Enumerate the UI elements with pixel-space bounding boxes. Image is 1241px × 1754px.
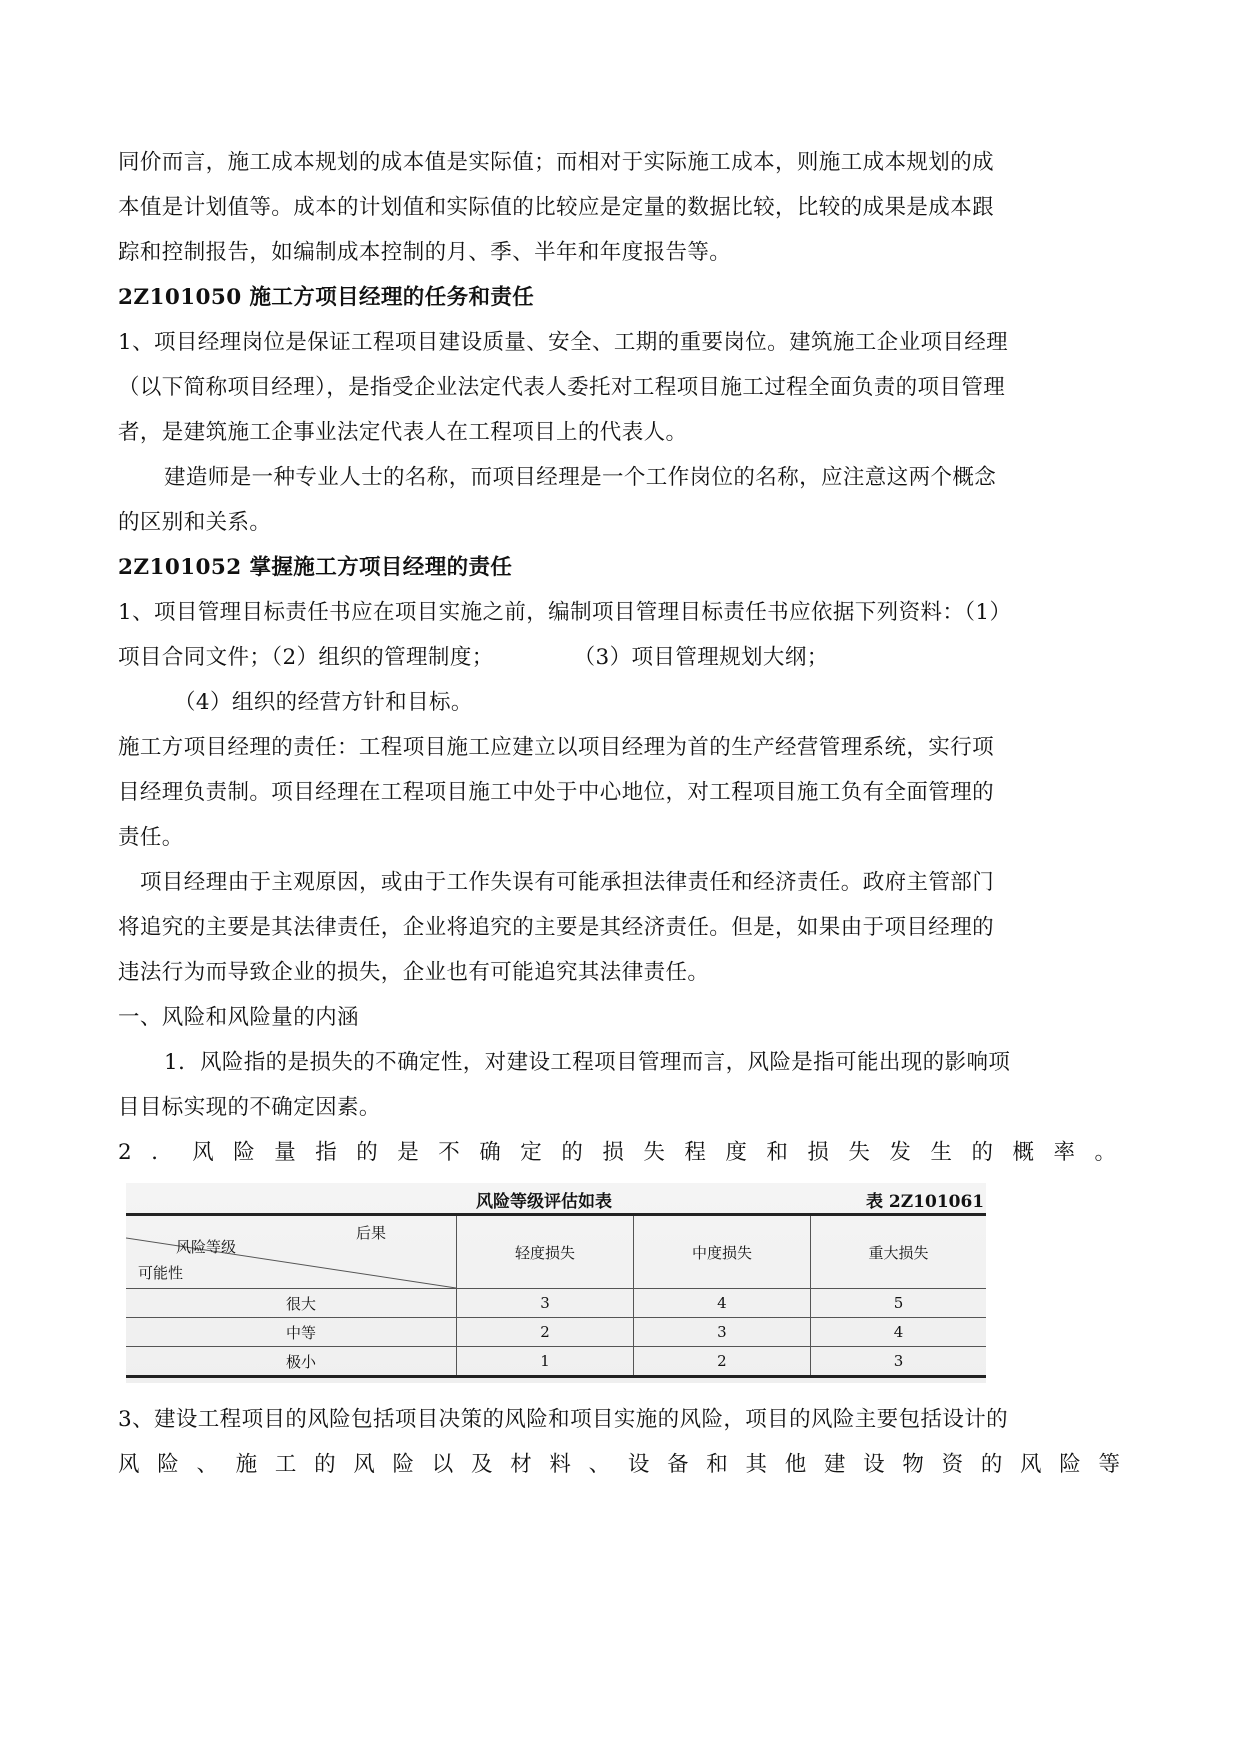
risk-table bbox=[126, 1213, 986, 1378]
list-item: 项目合同文件；（2）组织的管理制度； bbox=[118, 645, 494, 670]
paragraph-line: 的区别和关系。 bbox=[118, 510, 272, 535]
paragraph-line: 者，是建筑施工企事业法定代表人在工程项目上的代表人。 bbox=[118, 420, 688, 445]
corner-label-result: 后果 bbox=[355, 1224, 386, 1242]
row-header: 很大 bbox=[126, 1289, 457, 1318]
paragraph-line: 将追究的主要是其法律责任，企业将追究的主要是其经济责任。但是，如果由于项目经理的 bbox=[118, 915, 995, 940]
paragraph-line: 违法行为而导致企业的损失，企业也有可能追究其法律责任。 bbox=[118, 960, 710, 985]
table-row bbox=[126, 1289, 986, 1318]
paragraph-line: 目经理负责制。项目经理在工程项目施工中处于中心地位，对工程项目施工负有全面管理的 bbox=[118, 780, 995, 805]
paragraph-line: 施工方项目经理的责任：工程项目施工应建立以项目经理为首的生产经营管理系统，实行项 bbox=[118, 735, 995, 760]
table-cell: 2 bbox=[633, 1347, 810, 1377]
paragraph-line: 风险、施工的风险以及材料、设备和其他建设物资的风险等 bbox=[118, 1452, 1130, 1477]
corner-label-level: 风险等级 bbox=[176, 1238, 237, 1256]
table-cell: 3 bbox=[457, 1289, 634, 1318]
paragraph-line: 踪和控制报告，如编制成本控制的月、季、半年和年度报告等。 bbox=[118, 240, 732, 265]
table-header-row bbox=[126, 1215, 986, 1289]
table-cell: 3 bbox=[810, 1347, 986, 1377]
paragraph-line: 1、项目管理目标责任书应在项目实施之前，编制项目管理目标责任书应依据下列资料：（1） bbox=[118, 600, 1012, 625]
table-cell: 4 bbox=[810, 1318, 986, 1347]
list-item: （4）组织的经营方针和目标。 bbox=[174, 690, 473, 715]
table-cell: 1 bbox=[457, 1347, 634, 1377]
column-header: 重大损失 bbox=[810, 1215, 986, 1289]
paragraph-line: 项目经理由于主观原因，或由于工作失误有可能承担法律责任和经济责任。政府主管部门 bbox=[140, 870, 995, 895]
table-cell: 5 bbox=[810, 1289, 986, 1318]
risk-table-image bbox=[126, 1183, 986, 1383]
table-number: 表 2Z101061 bbox=[866, 1192, 985, 1212]
paragraph-line: 目目标实现的不确定因素。 bbox=[118, 1095, 381, 1120]
paragraph-line: 建造师是一种专业人士的名称，而项目经理是一个工作岗位的名称，应注意这两个概念 bbox=[164, 465, 997, 490]
paragraph-line: （以下简称项目经理），是指受企业法定代表人委托对工程项目施工过程全面负责的项目管理 bbox=[118, 375, 1006, 400]
paragraph-line: 本值是计划值等。成本的计划值和实际值的比较应是定量的数据比较，比较的成果是成本跟 bbox=[118, 195, 995, 220]
list-item: （3）项目管理规划大纲； bbox=[573, 645, 829, 670]
paragraph-line: 1、项目经理岗位是保证工程项目建设质量、安全、工期的重要岗位。建筑施工企业项目经理 bbox=[118, 330, 1009, 355]
paragraph-line bbox=[118, 635, 1130, 680]
paragraph-line: 1．风险指的是损失的不确定性，对建设工程项目管理而言，风险是指可能出现的影响项 bbox=[164, 1050, 1011, 1075]
document-page bbox=[118, 140, 1130, 1487]
row-header: 中等 bbox=[126, 1318, 457, 1347]
table-cell: 4 bbox=[633, 1289, 810, 1318]
table-cell: 3 bbox=[633, 1318, 810, 1347]
paragraph-line: 3、建设工程项目的风险包括项目决策的风险和项目实施的风险，项目的风险主要包括设计的 bbox=[118, 1407, 1009, 1432]
row-header: 极小 bbox=[126, 1347, 457, 1377]
paragraph-line: 同价而言，施工成本规划的成本值是实际值；而相对于实际施工成本，则施工成本规划的成 bbox=[118, 150, 995, 175]
section-heading: 2Z101050 施工方项目经理的任务和责任 bbox=[118, 285, 535, 310]
column-header: 轻度损失 bbox=[457, 1215, 634, 1289]
table-row bbox=[126, 1318, 986, 1347]
paragraph-line: 责任。 bbox=[118, 825, 184, 850]
table-row bbox=[126, 1347, 986, 1377]
section-heading: 2Z101052 掌握施工方项目经理的责任 bbox=[118, 555, 513, 580]
corner-label-possibility: 可能性 bbox=[138, 1264, 184, 1282]
paragraph-line: 2．风险量指的是不确定的损失程度和损失发生的概率。 bbox=[118, 1140, 1130, 1165]
column-header: 中度损失 bbox=[633, 1215, 810, 1289]
table-cell: 2 bbox=[457, 1318, 634, 1347]
table-corner-cell bbox=[126, 1215, 457, 1289]
section-heading: 一、风险和风险量的内涵 bbox=[118, 1005, 359, 1030]
table-title: 风险等级评估如表 bbox=[476, 1192, 612, 1212]
